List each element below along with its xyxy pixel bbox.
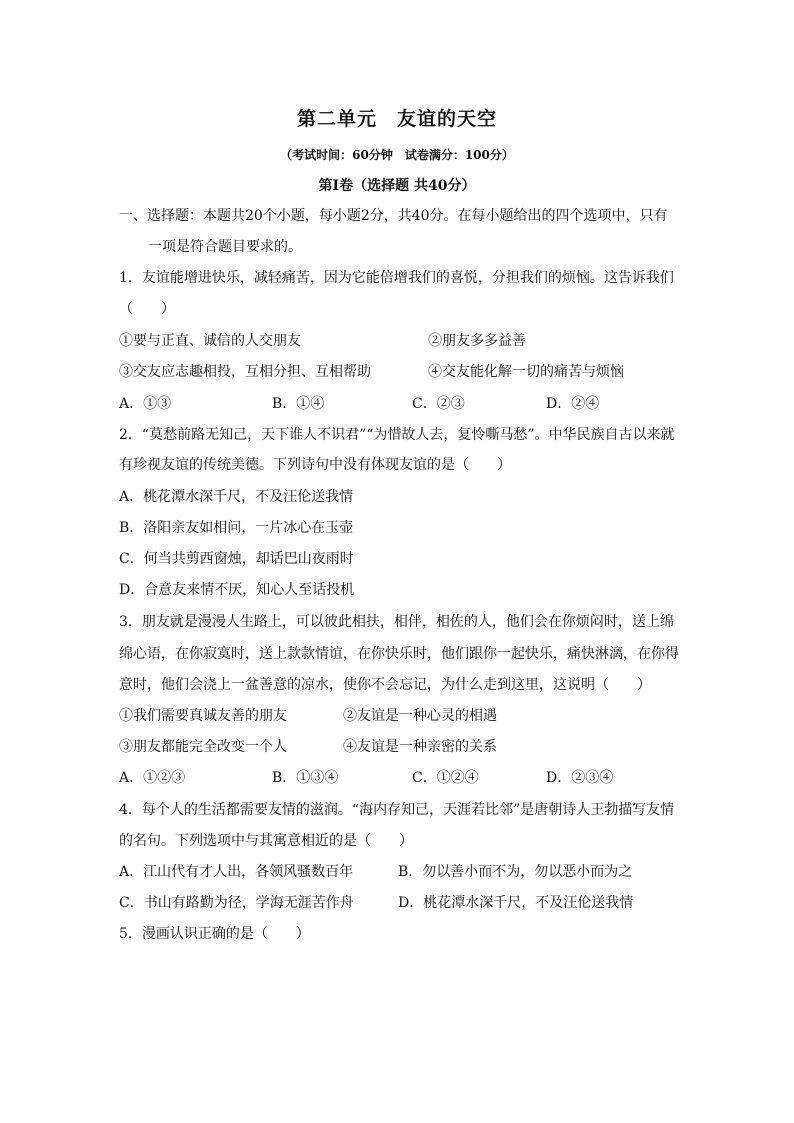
q2-stem: 2．“莫愁前路无知己，天下谁人不识君”“为惜故人去，复怜嘶马愁”。中华民族自古以来就 — [119, 427, 675, 443]
q4-stem: 4．每个人的生活都需要友情的滋润。“海内存知己，天涯若比邻”是唐朝诗人王勃描写友情 — [119, 802, 675, 818]
q1-stem-cont: （ ） — [119, 301, 175, 317]
q4-option-d: D．桃花潭水深千尺，不及汪伦送我情 — [398, 895, 634, 911]
q1-option-d: D．②④ — [546, 396, 600, 412]
q1-option-b: B．①④ — [272, 396, 325, 412]
page-title: 第二单元 友谊的天空 — [296, 108, 497, 130]
q2-option-a: A．桃花潭水深千尺，不及汪伦送我情 — [119, 489, 354, 505]
exam-info: （考试时间：60分钟 试卷满分：100分） — [280, 148, 514, 162]
q1-statement-2: ②朋友多多益善 — [428, 333, 526, 349]
q3-option-a: A．①②③ — [119, 770, 186, 786]
q4-stem-cont: 的名句。下列选项中与其寓意相近的是（ ） — [119, 833, 413, 849]
q1-option-a: A．①③ — [119, 396, 172, 412]
q1-statement-1: ①要与正直、诚信的人交朋友 — [119, 333, 301, 349]
q3-stem-cont-1: 绵心语，在你寂寞时，送上款款情谊，在你快乐时，他们跟你一起快乐，痛快淋漓，在你得 — [119, 646, 679, 662]
q2-option-d: D．合意友来情不厌，知心人至话投机 — [119, 582, 355, 598]
q2-option-b: B．洛阳亲友如相问，一片冰心在玉壶 — [119, 520, 354, 536]
q2-option-c: C．何当共剪西窗烛，却话巴山夜雨时 — [119, 551, 354, 567]
q3-statement-2: ②友谊是一种心灵的相遇 — [343, 708, 497, 724]
q3-stem-cont-2: 意时，他们会浇上一盆善意的凉水，使你不会忘记，为什么走到这里，这说明（ ） — [119, 677, 651, 693]
q1-option-c: C．②③ — [412, 396, 465, 412]
q1-stem: 1．友谊能增进快乐，减轻痛苦，因为它能倍增我们的喜悦，分担我们的烦恼。这告诉我们 — [119, 270, 674, 286]
q1-statement-4: ④交友能化解一切的痛苦与烦恼 — [428, 364, 624, 380]
q4-option-a: A．江山代有才人出，各领风骚数百年 — [119, 864, 354, 880]
q4-option-b: B．勿以善小而不为，勿以恶小而为之 — [398, 864, 633, 880]
q4-option-c: C．书山有路勤为径，学海无涯苦作舟 — [119, 895, 354, 911]
q2-stem-cont: 有珍视友谊的传统美德。下列诗句中没有体现友谊的是（ ） — [119, 457, 511, 473]
q3-option-d: D．②③④ — [546, 770, 614, 786]
q3-statement-1: ①我们需要真诚友善的朋友 — [119, 708, 287, 724]
instructions-line-1: 一、选择题：本题共20个小题，每小题2分，共40分。在每小题给出的四个选项中，只有 — [119, 208, 668, 224]
q3-option-b: B．①③④ — [272, 770, 339, 786]
q5-stem: 5．漫画认识正确的是（ ） — [119, 926, 310, 942]
q3-option-c: C．①②④ — [412, 770, 479, 786]
section-heading: 第Ⅰ卷（选择题 共40分） — [318, 178, 476, 194]
q3-statement-3: ③朋友都能完全改变一个人 — [119, 739, 287, 755]
q1-statement-3: ③交友应志趣相投，互相分担、互相帮助 — [119, 364, 371, 380]
q3-statement-4: ④友谊是一种亲密的关系 — [343, 739, 497, 755]
q3-stem: 3．朋友就是漫漫人生路上，可以彼此相扶，相伴，相佐的人，他们会在你烦闷时，送上绵 — [119, 614, 674, 630]
instructions-line-2: 一项是符合题目要求的。 — [148, 239, 302, 255]
